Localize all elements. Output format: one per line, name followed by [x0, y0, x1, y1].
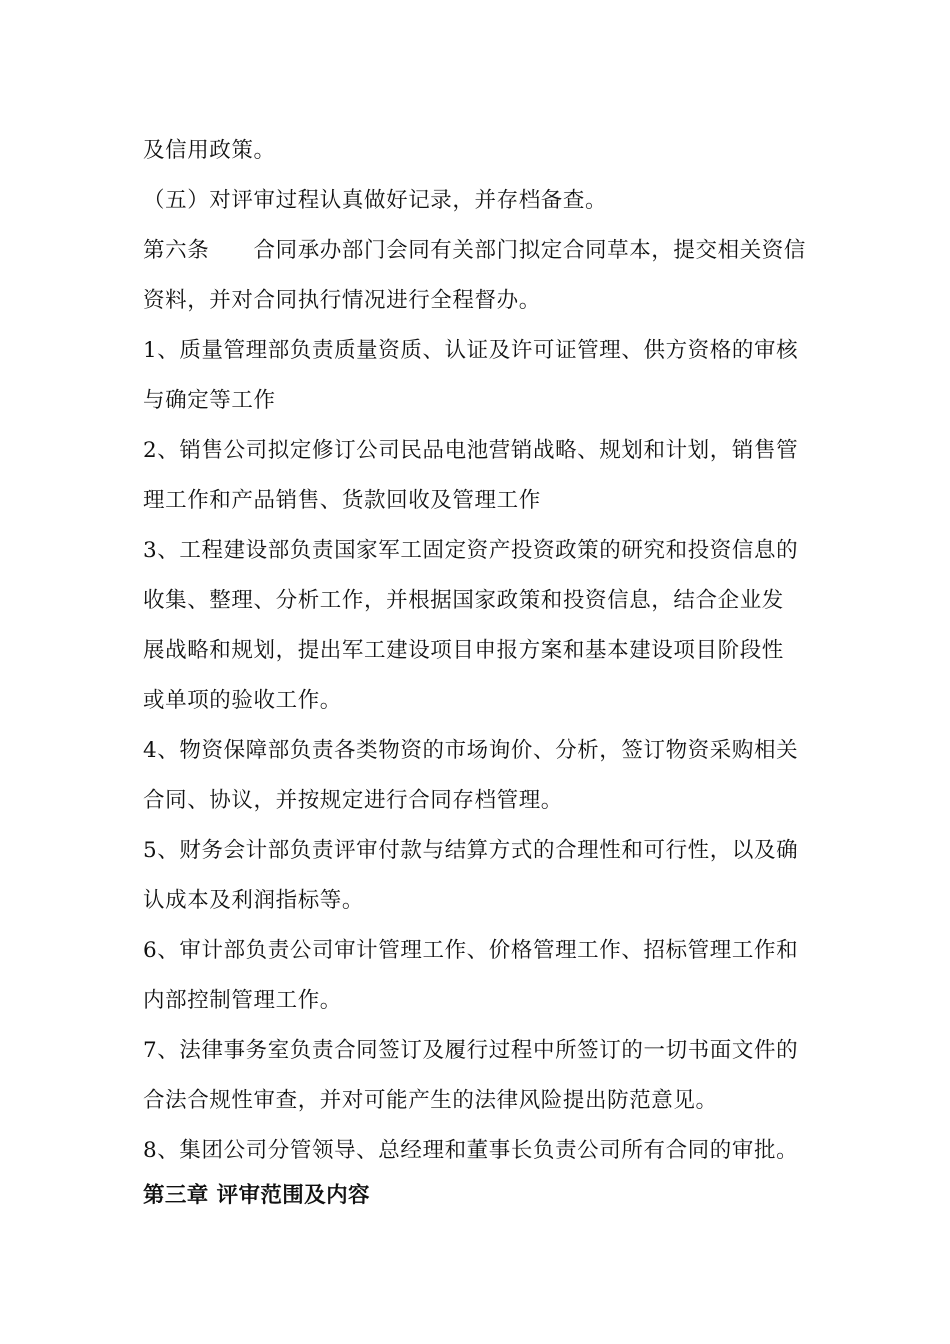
- paragraph-line: 与确定等工作: [143, 388, 276, 413]
- paragraph-line: 或单项的验收工作。: [143, 688, 342, 713]
- paragraph-line: 7、法律事务室负责合同签订及履行过程中所签订的一切书面文件的: [143, 1038, 799, 1063]
- paragraph-line: 理工作和产品销售、货款回收及管理工作: [143, 488, 541, 513]
- paragraph-line: 展战略和规划，提出军工建设项目申报方案和基本建设项目阶段性: [143, 638, 784, 663]
- paragraph-line: 合法合规性审查，并对可能产生的法律风险提出防范意见。: [143, 1088, 718, 1113]
- paragraph-line: 第六条 合同承办部门会同有关部门拟定合同草本，提交相关资信: [143, 238, 807, 263]
- paragraph-line: 及信用政策。: [143, 138, 276, 163]
- paragraph-line: 8、集团公司分管领导、总经理和董事长负责公司所有合同的审批。: [143, 1138, 799, 1163]
- chapter-heading: 第三章 评审范围及内容: [143, 1183, 370, 1208]
- paragraph-line: 认成本及利润指标等。: [143, 888, 365, 913]
- paragraph-line: 5、财务会计部负责评审付款与结算方式的合理性和可行性，以及确: [143, 838, 799, 863]
- paragraph-line: 内部控制管理工作。: [143, 988, 342, 1013]
- paragraph-line: 资料，并对合同执行情况进行全程督办。: [143, 288, 541, 313]
- paragraph-line: （五）对评审过程认真做好记录，并存档备查。: [143, 188, 608, 213]
- paragraph-line: 4、物资保障部负责各类物资的市场询价、分析，签订物资采购相关: [143, 738, 799, 763]
- paragraph-line: 收集、整理、分析工作，并根据国家政策和投资信息，结合企业发: [143, 588, 784, 613]
- paragraph-line: 合同、协议，并按规定进行合同存档管理。: [143, 788, 563, 813]
- paragraph-line: 6、审计部负责公司审计管理工作、价格管理工作、招标管理工作和: [143, 938, 799, 963]
- paragraph-line: 2、销售公司拟定修订公司民品电池营销战略、规划和计划，销售管: [143, 438, 799, 463]
- paragraph-line: 3、工程建设部负责国家军工固定资产投资政策的研究和投资信息的: [143, 538, 799, 563]
- paragraph-line: 1、质量管理部负责质量资质、认证及许可证管理、供方资格的审核: [143, 338, 799, 363]
